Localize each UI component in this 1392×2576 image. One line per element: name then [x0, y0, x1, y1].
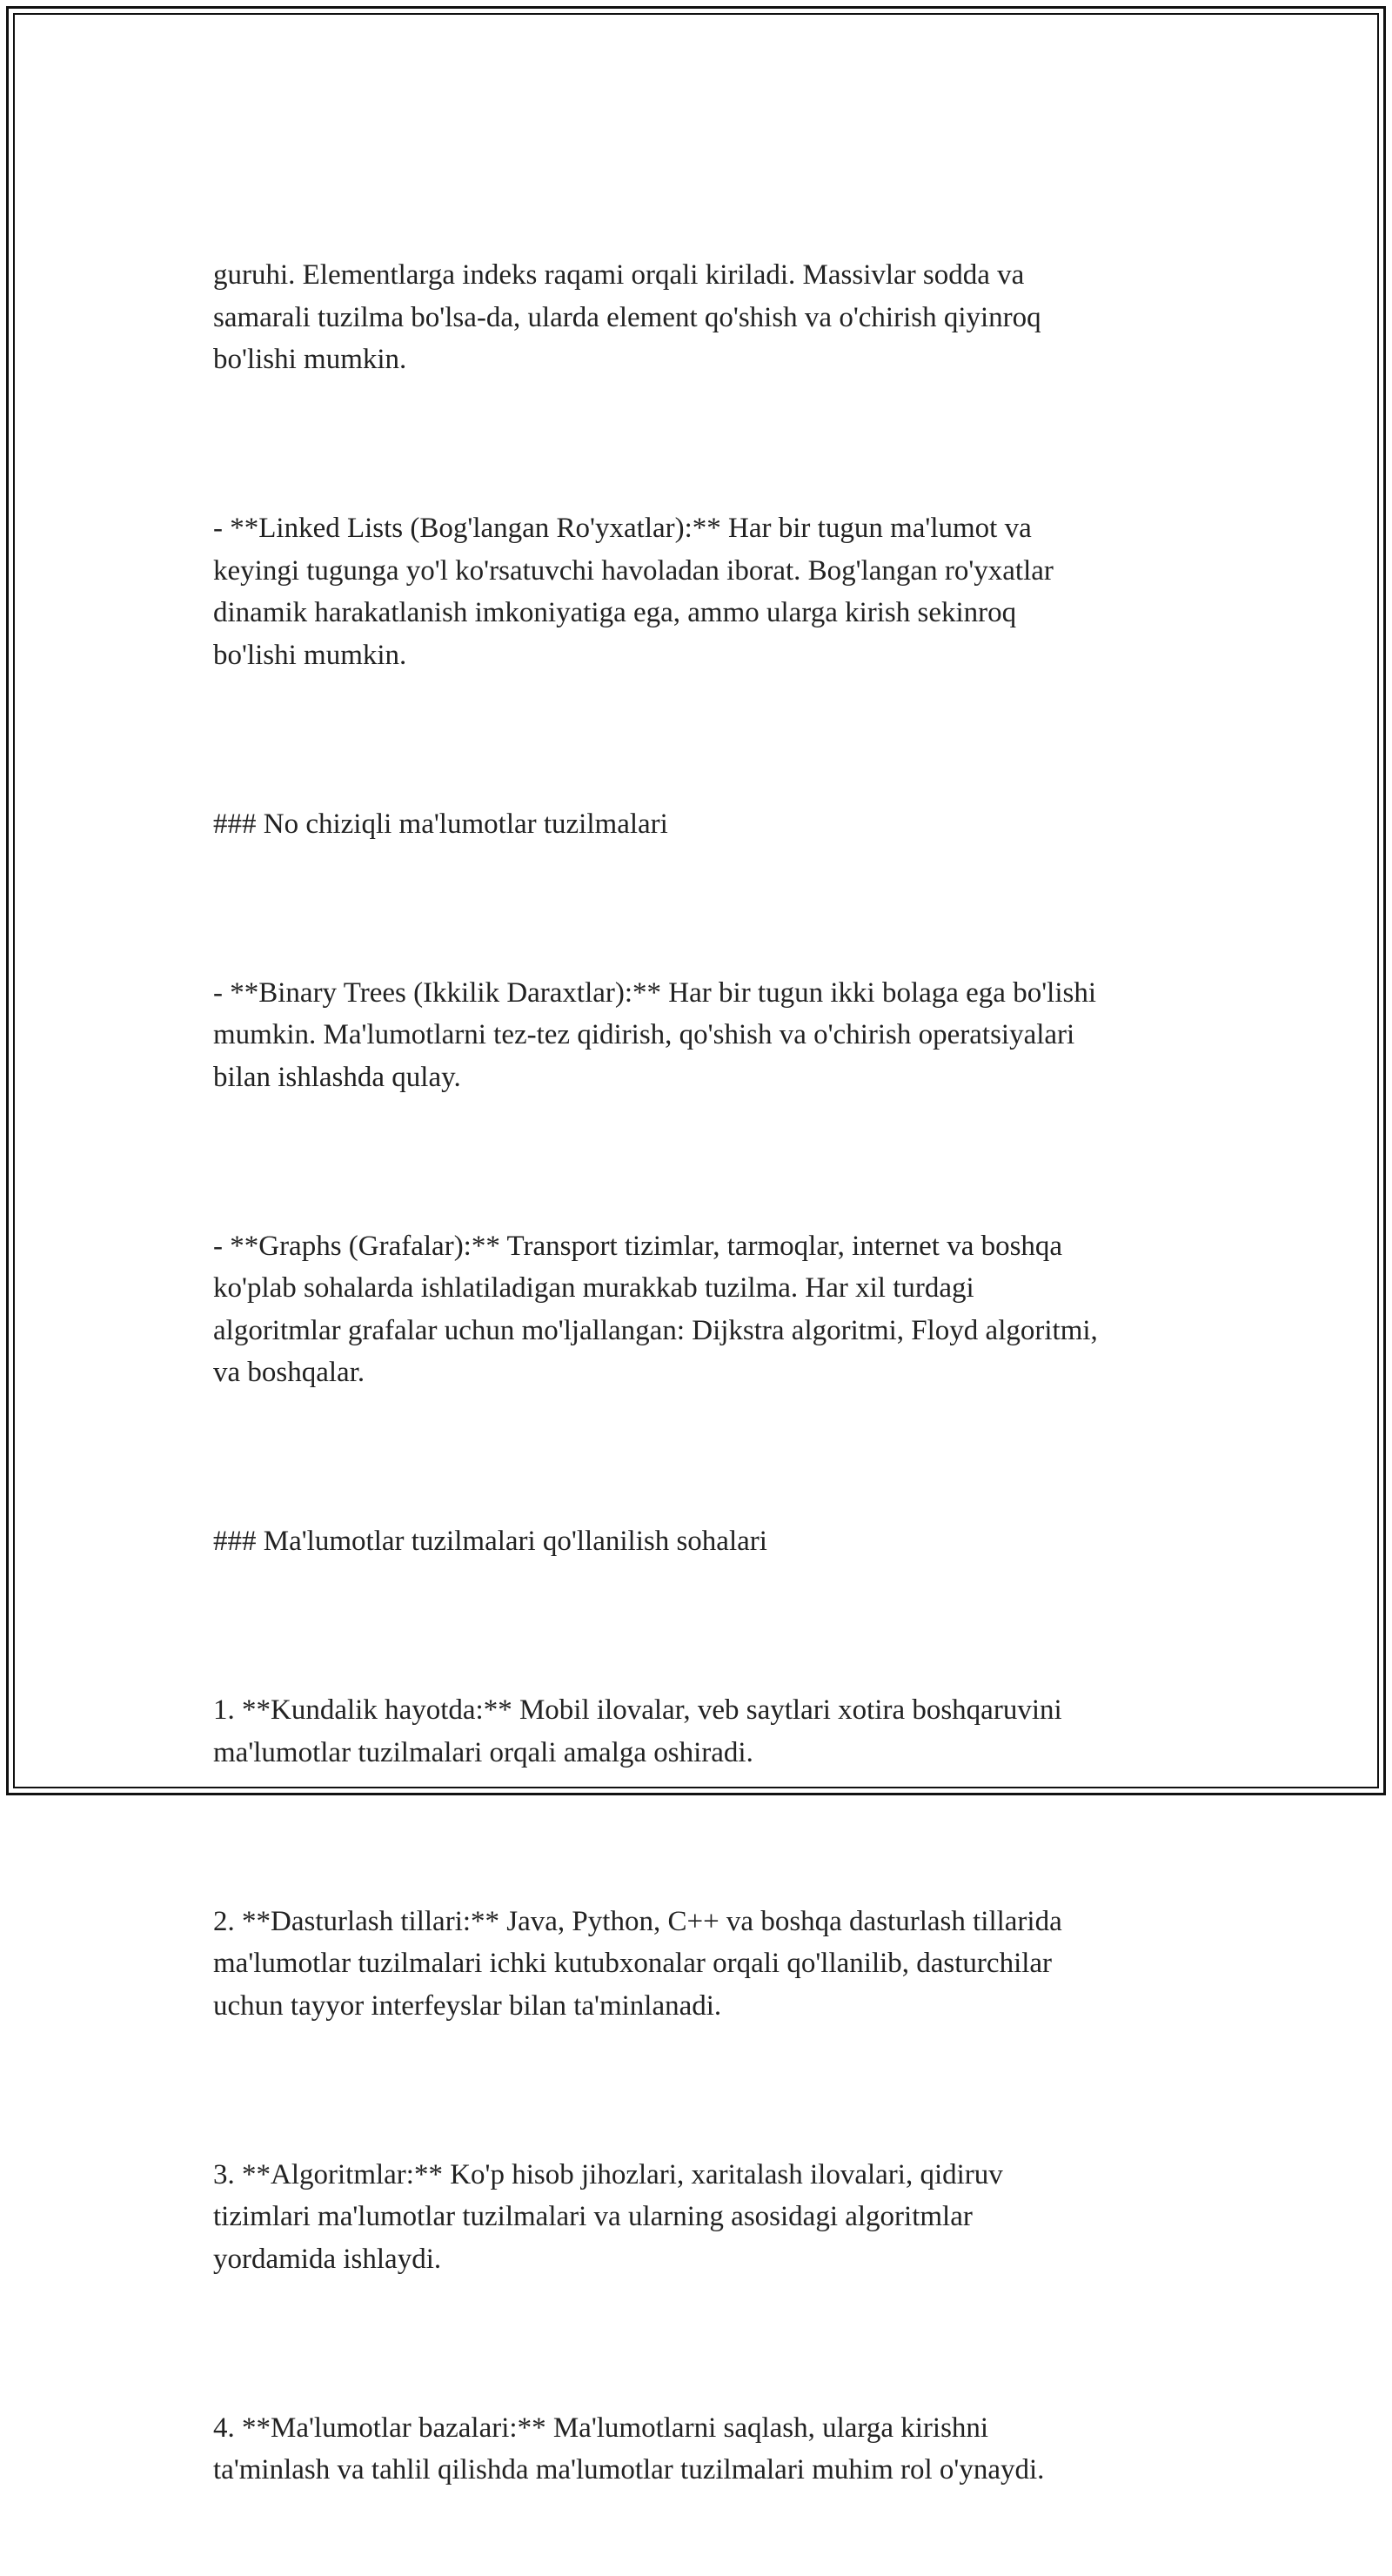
list-item-daily-life: 1. **Kundalik hayotda:** Mobil ilovalar, veb saytlari xotira boshqaruvini ma'lumotlar tuzilmalari orqali amalga oshiradi.	[213, 1694, 1062, 1768]
list-item-programming-languages: 2. **Dasturlash tillari:** Java, Python, C++ va boshqa dasturlash tillarida ma'lumotlar tuzilmalari ichki kutubxonalar orqali qo'llanilib, dasturchilar uchun tayyor interfeyslar bilan ta'minlanadi.	[213, 1905, 1062, 2022]
paragraph-binary-trees: - **Binary Trees (Ikkilik Daraxtlar):** Har bir tugun ikki bolaga ega bo'lishi mumkin. Ma'lumotlarni tez-tez qidirish, qo'shish va o'chirish operatsiyalari bilan ishlashda qulay.	[213, 976, 1096, 1093]
document-body	[213, 170, 1222, 2576]
heading-nonlinear-structures: ### No chiziqli ma'lumotlar tuzilmalari	[213, 808, 668, 840]
paragraph-arrays-continued: guruhi. Elementlarga indeks raqami orqali kiriladi. Massivlar sodda va samarali tuzilma bo'lsa-da, ularda element qo'shish va o'chirish qiyinroq bo'lishi mumkin.	[213, 259, 1041, 375]
heading-application-areas: ### Ma'lumotlar tuzilmalari qo'llanilish sohalari	[213, 1526, 767, 1557]
page-frame	[6, 6, 1386, 2485]
list-item-algorithms: 3. **Algoritmlar:** Ko'p hisob jihozlari, xaritalash ilovalari, qidiruv tizimlari ma'lumotlar tuzilmalari va ularning asosidagi algoritmlar yordamida ishlaydi.	[213, 2158, 1003, 2275]
paragraph-graphs: - **Graphs (Grafalar):** Transport tizimlar, tarmoqlar, internet va boshqa ko'plab sohalarda ishlatiladigan murakkab tuzilma. Har xil turdagi algoritmlar grafalar uchun mo'ljallangan: Dijkstra algoritmi, Floyd algoritmi, va boshqalar.	[213, 1230, 1098, 1388]
list-item-databases: 4. **Ma'lumotlar bazalari:** Ma'lumotlarni saqlash, ularga kirishni ta'minlash va tahlil qilishda ma'lumotlar tuzilmalari muhim rol o'ynaydi.	[213, 2412, 1045, 2485]
paragraph-linked-lists: - **Linked Lists (Bog'langan Ro'yxatlar):** Har bir tugun ma'lumot va keyingi tugunga yo'l ko'rsatuvchi havoladan iborat. Bog'langan ro'yxatlar dinamik harakatlanish imkoniyatiga ega, ammo ularga kirish sekinroq bo'lishi mumkin.	[213, 513, 1054, 671]
